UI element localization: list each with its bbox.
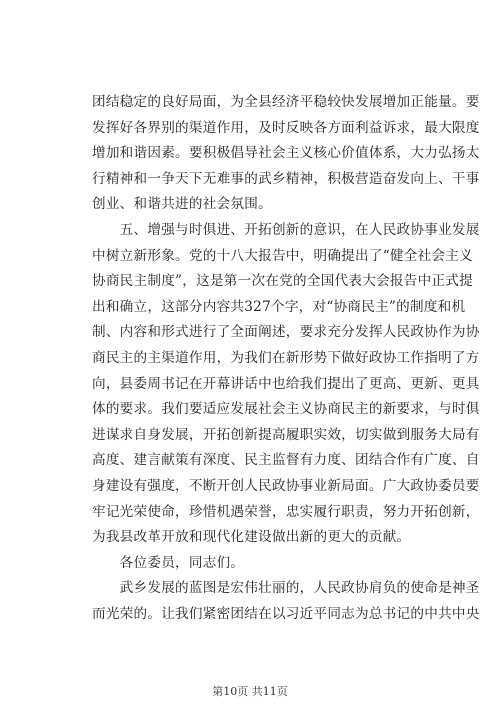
text-line: 行精神和一争天下无难事的武乡精神，积极营造奋发向上、干事 <box>92 170 480 187</box>
text-line: 体的要求。我们要适应发展社会主义协商民主的新要求，与时俱 <box>92 401 480 418</box>
page-footer: 第10页 共11页 <box>212 685 288 698</box>
text-line: 商民主的主渠道作用，为我们在新形势下做好政协工作指明了方 <box>92 349 480 366</box>
text-line: 武乡发展的蓝图是宏伟壮丽的，人民政协肩负的使命是神圣 <box>92 580 480 597</box>
text-line: 中树立新形象。党的十八大报告中，明确提出了“健全社会主义 <box>92 247 473 264</box>
text-line: 向，县委周书记在开幕讲话中也给我们提出了更高、更新、更具 <box>92 375 480 392</box>
body-text <box>92 90 480 627</box>
text-line: 身建设有强度，不断开创人民政协事业新局面。广大政协委员要 <box>92 477 480 494</box>
text-line: 为我县改革开放和现代化建设做出新的更大的贡献。 <box>92 529 411 546</box>
text-line: 进谋求自身发展，开拓创新提高履职实效，切实做到服务大局有 <box>92 426 480 443</box>
text-line: 制、内容和形式进行了全面阐述，要求充分发挥人民政协作为协 <box>92 324 480 341</box>
text-line: 高度、建言献策有深度、民主监督有力度、团结合作有广度、自 <box>92 452 480 469</box>
text-line: 牢记光荣使命，珍惜机遇荣誉，忠实履行职责，努力开拓创新， <box>92 503 480 520</box>
text-line: 五、增强与时俱进、开拓创新的意识，在人民政协事业发展 <box>92 221 480 238</box>
text-line: 而光荣的。让我们紧密团结在以习近平同志为总书记的中共中央 <box>92 605 480 622</box>
text-line: 发挥好各界别的渠道作用，及时反映各方面利益诉求，最大限度 <box>92 119 480 136</box>
text-line: 出和确立，这部分内容共327个字，对“协商民主”的制度和机 <box>92 298 466 315</box>
text-line: 团结稳定的良好局面，为全县经济平稳较快发展增加正能量。要 <box>92 94 480 110</box>
text-line: 各位委员，同志们。 <box>92 554 245 571</box>
text-line: 创业、和谐共进的社会氛围。 <box>92 196 272 213</box>
text-line: 增加和谐因素。要积极倡导社会主义核心价值体系，大力弘扬太 <box>92 145 480 162</box>
text-line: 协商民主制度”，这是第一次在党的全国代表大会报告中正式提 <box>92 273 473 290</box>
